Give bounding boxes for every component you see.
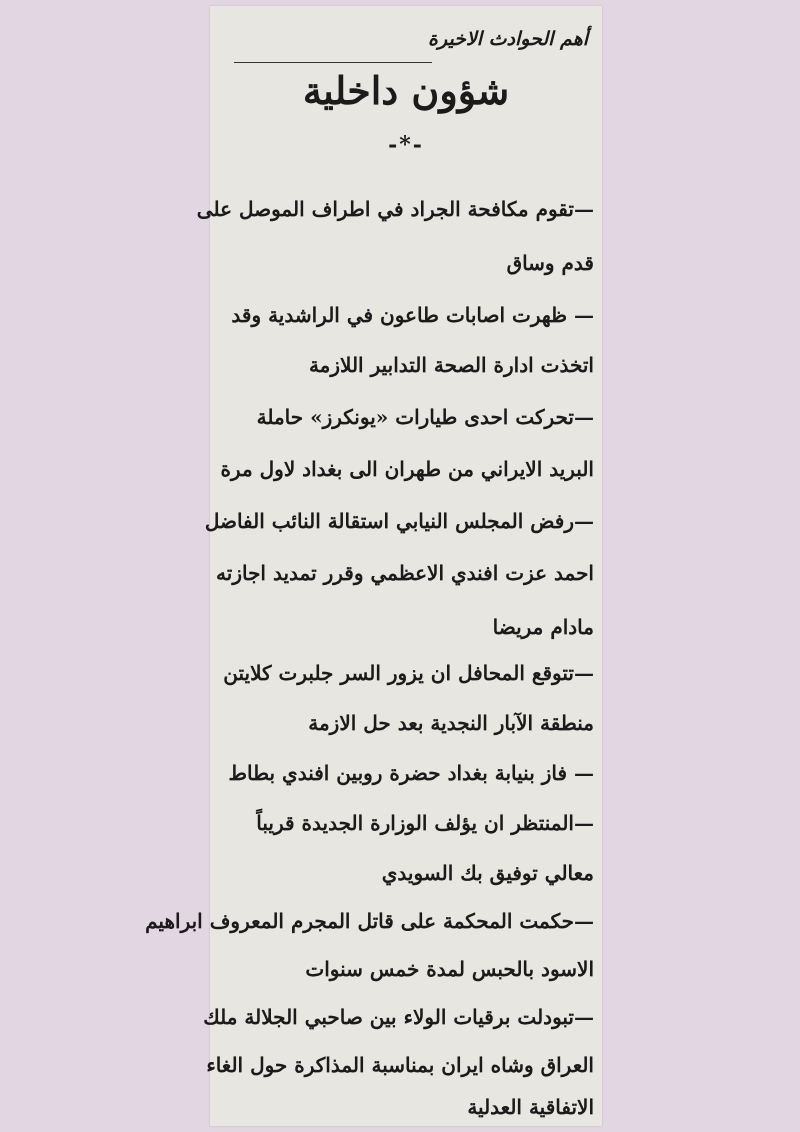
news-line: قدم وساق	[506, 251, 594, 275]
news-line: —المنتظر ان يؤلف الوزارة الجديدة قريباً	[256, 811, 594, 835]
newspaper-clipping	[145, 6, 602, 1126]
ornament-divider: -*-	[388, 132, 424, 158]
news-line: العراق وشاه ايران بمناسبة المذاكرة حول الغاء	[206, 1053, 594, 1077]
news-line: معالي توفيق بك السويدي	[381, 861, 594, 885]
kicker-underline	[234, 62, 432, 63]
news-line: —رفض المجلس النيابي استقالة النائب الفاضل	[204, 509, 594, 533]
news-line: —تتوقع المحافل ان يزور السر جلبرت كلايتن	[223, 661, 594, 685]
news-line: الاتفاقية العدلية	[467, 1095, 594, 1119]
news-line: — فاز بنيابة بغداد حضرة روبين افندي بطاط	[228, 761, 594, 785]
news-line: —تحركت احدى طيارات «يونكرز» حاملة	[256, 405, 594, 429]
news-line: مادام مريضا	[492, 615, 594, 639]
news-line: احمد عزت افندي الاعظمي وقرر تمديد اجازته	[216, 561, 594, 585]
section-kicker: أهم الحوادث الاخيرة	[428, 28, 588, 50]
news-line: البريد الايراني من طهران الى بغداد لاول مرة	[220, 457, 594, 481]
news-line: — ظهرت اصابات طاعون في الراشدية وقد	[231, 303, 594, 327]
news-line: —حكمت المحكمة على قاتل المجرم المعروف ابراهيم	[145, 909, 594, 933]
news-line: اتخذت ادارة الصحة التدابير اللازمة	[308, 353, 594, 377]
news-line: منطقة الآبار النجدية بعد حل الازمة	[308, 711, 594, 735]
section-title: شؤون داخلية	[302, 68, 510, 113]
news-line: —تبودلت برقيات الولاء بين صاحبي الجلالة ملك	[203, 1005, 594, 1029]
news-line: الاسود بالحبس لمدة خمس سنوات	[305, 957, 594, 981]
news-line: —تقوم مكافحة الجراد في اطراف الموصل على	[196, 197, 594, 221]
